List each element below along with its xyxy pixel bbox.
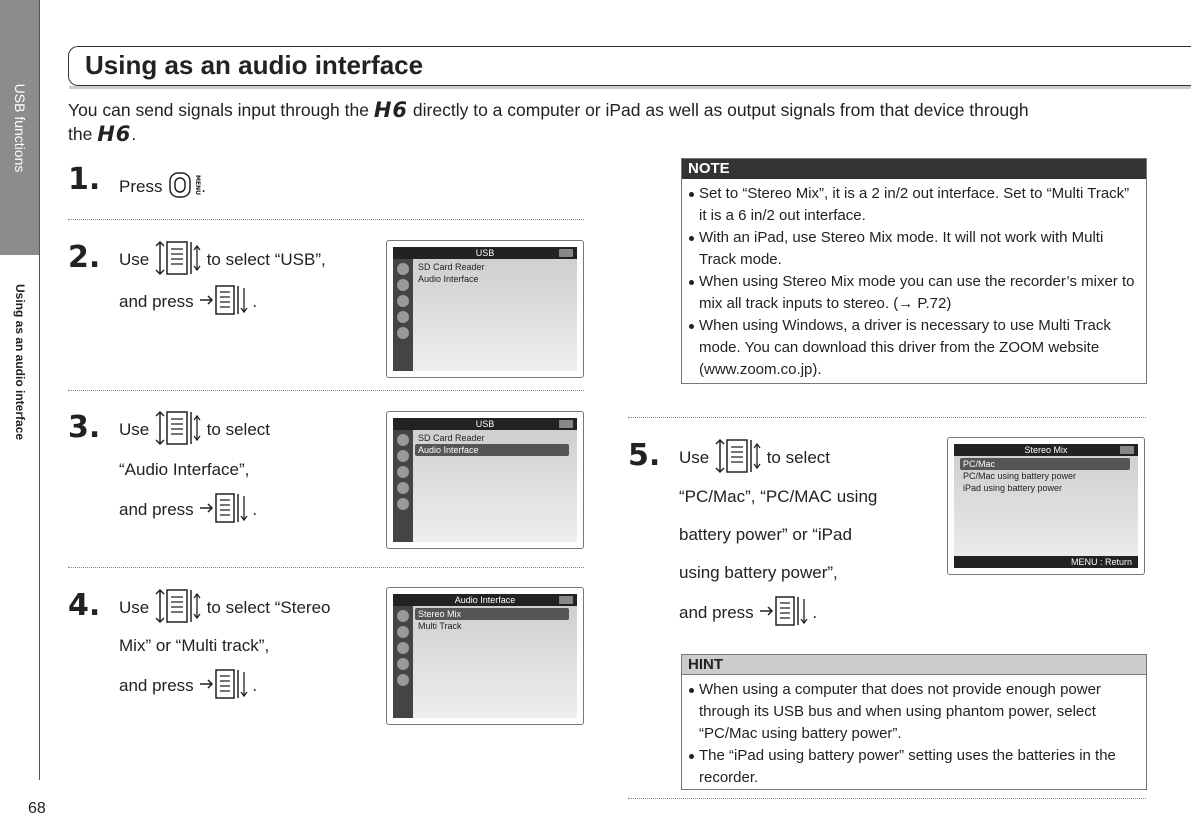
step-text xyxy=(679,438,830,479)
note-item: Set to “Stereo Mix”, it is a 2 in/2 out interface. Set to “Multi Track” it is a 6 in/2 out interface. xyxy=(688,183,1138,227)
press-wheel-icon xyxy=(198,668,252,705)
lcd-menu-item: Audio Interface xyxy=(418,274,479,284)
step-line: . xyxy=(812,602,818,622)
lcd-icon-column xyxy=(393,430,413,542)
scroll-wheel-icon xyxy=(154,240,202,281)
lcd-header: Stereo Mix xyxy=(1024,445,1068,455)
hint-item: When using a computer that does not provide enough power through its USB bus and when using phantom power, select “PC/Mac using battery power”. xyxy=(688,679,1138,745)
hint-title: HINT xyxy=(682,655,1146,675)
step-line: and press xyxy=(119,291,194,311)
step-line: Use xyxy=(119,419,150,439)
note-title: NOTE xyxy=(682,159,1146,179)
lcd-menu-item: SD Card Reader xyxy=(418,262,485,272)
sidebar-subsection-label: Using as an audio interface xyxy=(13,283,27,441)
lcd-screen-step-4 xyxy=(386,587,584,725)
step-text xyxy=(119,492,257,529)
battery-icon xyxy=(559,420,573,428)
lcd-menu-item-selected: PC/Mac xyxy=(960,458,1130,470)
lcd-menu-item: PC/Mac using battery power xyxy=(963,471,1077,481)
lcd-icon-column xyxy=(393,259,413,371)
step-line: to select “Stereo xyxy=(206,597,331,617)
title-box xyxy=(68,46,1191,86)
battery-icon xyxy=(1120,446,1134,454)
divider xyxy=(628,798,1146,799)
step-line: and press xyxy=(679,602,754,622)
h6-logo: H6 xyxy=(97,122,132,146)
scroll-wheel-icon xyxy=(154,588,202,629)
step-text xyxy=(119,410,270,451)
info-icon xyxy=(397,434,409,446)
note-item: When using Stereo Mix mode you can use the recorder’s mixer to mix all track inputs to stereo. (→ P.72) xyxy=(688,271,1138,315)
step-number: 5. xyxy=(628,438,661,473)
step-line: . xyxy=(252,291,258,311)
sidebar-section-label: USB functions xyxy=(12,83,28,173)
note-item: With an iPad, use Stereo Mix mode. It will not work with Multi Track mode. xyxy=(688,227,1138,271)
sd-icon xyxy=(397,658,409,670)
menu-button-icon xyxy=(167,170,201,205)
step-line: to select xyxy=(206,419,271,439)
globe-icon xyxy=(397,295,409,307)
step-text xyxy=(119,668,257,705)
step-line: . xyxy=(201,176,206,196)
intro-text-1: You can send signals input through the xyxy=(68,100,369,120)
step-number: 2. xyxy=(68,240,101,275)
info-icon xyxy=(397,263,409,275)
step-line: to select “USB”, xyxy=(206,249,326,269)
h6-logo: H6 xyxy=(373,98,409,122)
lcd-header: USB xyxy=(475,419,495,429)
step-line: . xyxy=(252,499,258,519)
lcd-header: Audio Interface xyxy=(454,595,516,605)
lcd-menu-item-selected: Stereo Mix xyxy=(415,608,569,620)
lcd-screen-step-3 xyxy=(386,411,584,549)
press-wheel-icon xyxy=(198,284,252,321)
press-wheel-icon xyxy=(198,492,252,529)
menu-button-label: MENU xyxy=(194,175,202,195)
usb-icon xyxy=(397,498,409,510)
lcd-header: USB xyxy=(475,248,495,258)
step-text xyxy=(119,284,257,321)
step-line: to select xyxy=(766,447,831,467)
intro-text-4: . xyxy=(131,124,137,144)
step-text xyxy=(119,240,326,281)
press-wheel-icon xyxy=(758,595,812,632)
note-item: When using Windows, a driver is necessary to use Multi Track mode. You can download this driver from the ZOOM website (www.zoom.co.jp). xyxy=(688,315,1138,381)
lcd-menu-item: SD Card Reader xyxy=(418,433,485,443)
sd-icon xyxy=(397,311,409,323)
step-line: and press xyxy=(119,499,194,519)
step-text: Mix” or “Multi track”, xyxy=(119,636,270,655)
lcd-footer: MENU : Return xyxy=(954,556,1138,568)
step-text xyxy=(679,595,817,632)
divider xyxy=(68,390,584,391)
step-text: using battery power”, xyxy=(679,563,838,582)
lcd-icon-column xyxy=(393,606,413,718)
page-number: 68 xyxy=(28,800,46,817)
step-number: 1. xyxy=(68,162,101,197)
step-line: Use xyxy=(119,249,150,269)
step-text: “Audio Interface”, xyxy=(119,460,250,479)
intro-text-2: directly to a computer or iPad as well as output signals from that device through xyxy=(412,100,1029,120)
lcd-menu-item-selected: Audio Interface xyxy=(415,444,569,456)
usb-icon xyxy=(397,674,409,686)
divider xyxy=(68,219,584,220)
intro-paragraph xyxy=(68,98,1158,146)
page-title: Using as an audio interface xyxy=(85,50,424,80)
battery-icon xyxy=(559,249,573,257)
globe-icon xyxy=(397,466,409,478)
info-icon xyxy=(397,610,409,622)
lcd-screen-step-5 xyxy=(947,437,1145,575)
step-line: Use xyxy=(679,447,710,467)
battery-icon xyxy=(559,596,573,604)
step-line: and press xyxy=(119,675,194,695)
step-line: Use xyxy=(119,597,150,617)
usb-icon xyxy=(397,327,409,339)
step-text xyxy=(119,170,206,205)
gear-icon xyxy=(397,450,409,462)
scroll-wheel-icon xyxy=(714,438,762,479)
hint-box xyxy=(681,654,1147,790)
sidebar-section-tab xyxy=(0,0,39,255)
step-line: . xyxy=(252,675,258,695)
sidebar xyxy=(0,0,40,780)
intro-text-3: the xyxy=(68,124,93,144)
step-text: battery power” or “iPad xyxy=(679,525,852,544)
lcd-menu-item: iPad using battery power xyxy=(963,483,1063,493)
step-number: 4. xyxy=(68,588,101,623)
globe-icon xyxy=(397,642,409,654)
step-text: “PC/Mac”, “PC/MAC using xyxy=(679,487,878,506)
gear-icon xyxy=(397,626,409,638)
step-line: Press xyxy=(119,176,163,196)
scroll-wheel-icon xyxy=(154,410,202,451)
lcd-menu-item: Multi Track xyxy=(418,621,462,631)
lcd-screen-step-2 xyxy=(386,240,584,378)
note-box xyxy=(681,158,1147,384)
sd-icon xyxy=(397,482,409,494)
step-text xyxy=(119,588,330,629)
step-number: 3. xyxy=(68,410,101,445)
hint-item: The “iPad using battery power” setting uses the batteries in the recorder. xyxy=(688,745,1138,789)
divider xyxy=(628,417,1146,418)
gear-icon xyxy=(397,279,409,291)
divider xyxy=(68,567,584,568)
